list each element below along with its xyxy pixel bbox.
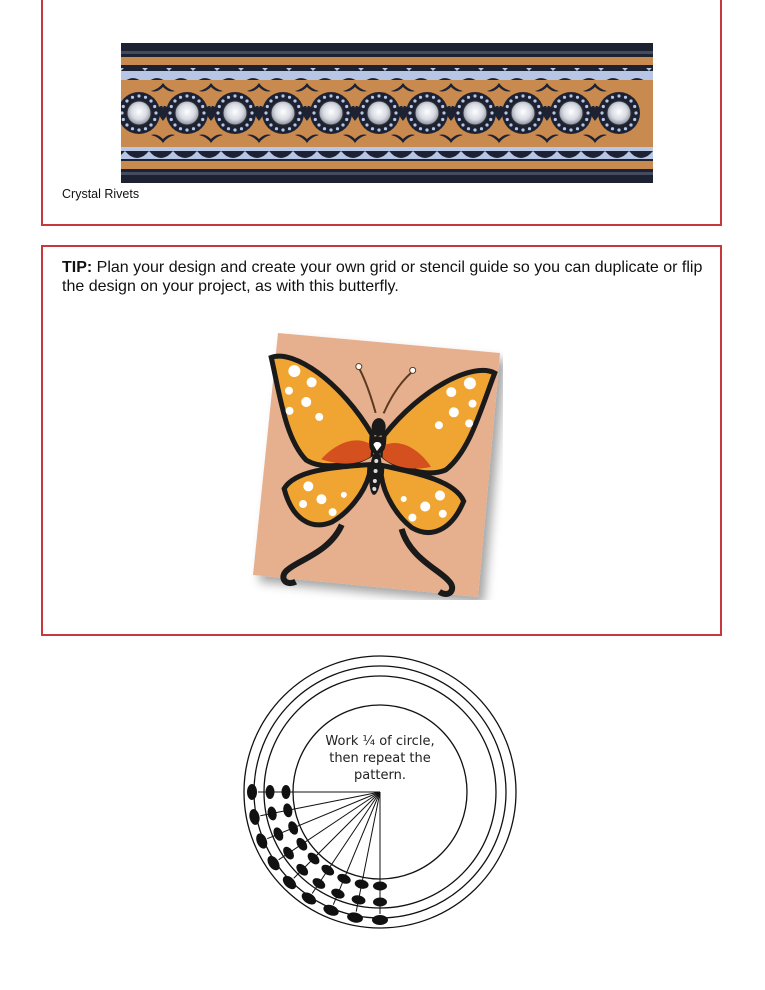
circle-guide-line-3: pattern. xyxy=(354,768,406,783)
tip-body: Plan your design and create your own grid or stencil guide so you can duplicate or flip the design on your project, as with this butterfly. xyxy=(62,259,703,295)
circle-guide-line-2: then repeat the xyxy=(329,751,431,766)
crystal-rivets-panel xyxy=(41,0,722,226)
crystal-rivets-belt-image xyxy=(121,43,653,183)
tip-panel xyxy=(41,245,722,636)
circle-guide-line-1: Work ¼ of circle, xyxy=(325,734,435,749)
tip-text xyxy=(62,258,712,296)
quarter-circle-pattern-diagram xyxy=(240,652,525,937)
butterfly-leather-image xyxy=(248,325,503,600)
tip-label: TIP: xyxy=(62,259,93,276)
crystal-rivets-caption: Crystal Rivets xyxy=(62,187,140,201)
circle-guide-instructions xyxy=(318,733,442,784)
